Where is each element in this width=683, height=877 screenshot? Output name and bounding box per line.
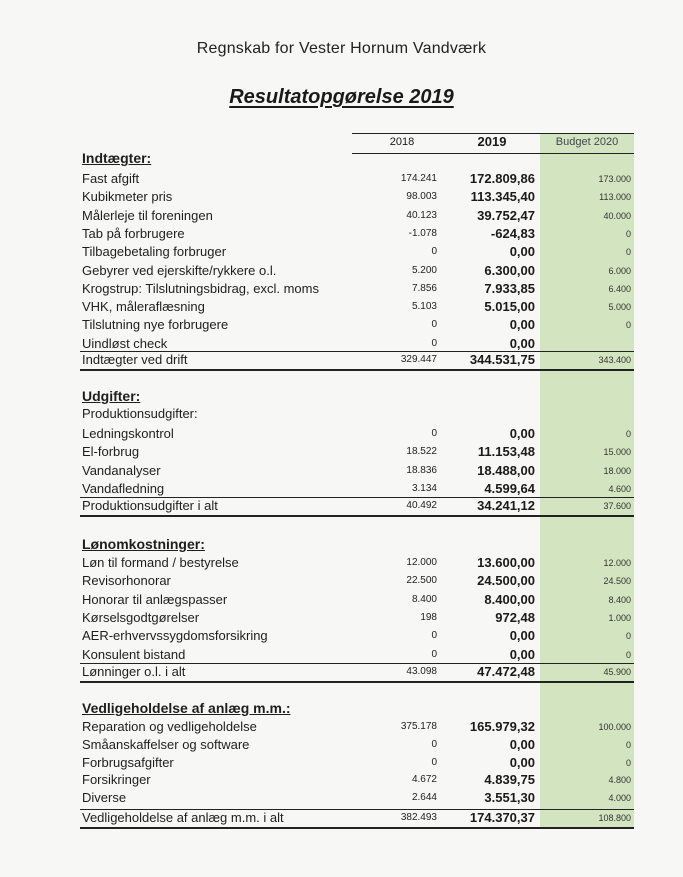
section-heading (0, 388, 683, 406)
value-budget-2020: 5.000 (608, 302, 631, 313)
row-label: Honorar til anlægspasser (82, 591, 228, 607)
row-label: Lønninger o.l. i alt (82, 664, 186, 679)
value-budget-2020: 0 (625, 228, 631, 239)
value-2018: 329.447 (400, 354, 437, 365)
value-2019: 165.979,32 (469, 719, 535, 734)
value-budget-2020: 4.600 (608, 483, 631, 494)
value-budget-2020: 0 (625, 757, 631, 768)
value-budget-2020: 40.000 (603, 210, 631, 221)
value-budget-2020: 1.000 (608, 612, 631, 623)
value-budget-2020: 15.000 (603, 447, 631, 458)
value-2019: 0,00 (509, 426, 535, 441)
row-label: Reparation og vedligeholdelse (82, 719, 257, 734)
table-row (0, 444, 683, 462)
value-2018: 375.178 (400, 721, 437, 732)
row-label: Fast afgift (82, 171, 140, 186)
value-2019: 6.300,00 (484, 262, 535, 278)
value-budget-2020: 37.600 (603, 501, 631, 511)
value-budget-2020: 0 (625, 649, 631, 660)
value-budget-2020: 8.400 (608, 594, 631, 605)
table-row (0, 189, 683, 207)
row-label: El-forbrug (82, 444, 140, 460)
value-2019: 7.933,85 (484, 280, 535, 296)
value-2019: 0,00 (509, 736, 535, 752)
value-2018: -1.078 (408, 227, 437, 239)
value-budget-2020: 4.800 (608, 775, 631, 786)
row-label: Kubikmeter pris (82, 189, 173, 205)
value-2018: 0 (431, 319, 437, 331)
row-label: Ledningskontrol (82, 426, 174, 441)
row-label: Småanskaffelser og software (82, 736, 250, 752)
row-label: Løn til formand / bestyrelse (82, 555, 239, 570)
table-row (0, 263, 683, 281)
table-row (0, 647, 683, 665)
value-2019: 5.015,00 (484, 299, 535, 315)
table-row (0, 299, 683, 317)
table-row (0, 573, 683, 591)
column-header-2018: 2018 (389, 136, 415, 148)
value-2018: 3.134 (411, 482, 437, 494)
total-bottom-rule (80, 681, 634, 683)
row-label: Kørselsgodtgørelser (82, 609, 200, 625)
value-2019: 34.241,12 (477, 498, 535, 513)
table-row (0, 317, 683, 335)
value-budget-2020: 108.800 (598, 813, 631, 823)
value-2019: 113.345,40 (470, 189, 535, 205)
table-row (0, 226, 683, 244)
value-2019: 344.531,75 (469, 352, 535, 367)
value-budget-2020: 0 (625, 631, 631, 642)
row-label: Tab på forbrugere (82, 225, 185, 241)
value-budget-2020: 6.000 (608, 265, 631, 276)
row-label: Diverse (82, 790, 127, 806)
row-label: Målerleje til foreningen (82, 207, 213, 223)
value-2018: 174.241 (400, 173, 437, 184)
row-label: Forsikringer (82, 772, 151, 788)
value-2018: 0 (431, 630, 437, 642)
table-row (0, 463, 683, 481)
table-row (0, 628, 683, 646)
row-label: Revisorhonorar (82, 573, 171, 589)
org-title: Regnskab for Vester Hornum Vandværk (196, 40, 487, 57)
value-2019: 0,00 (509, 244, 535, 260)
value-2018: 0 (431, 428, 437, 439)
value-2018: 5.103 (411, 301, 437, 313)
value-2018: 0 (431, 756, 437, 768)
row-label: Forbrugsafgifter (82, 754, 174, 770)
section-title: Lønomkostninger: (82, 536, 205, 552)
value-2019: 3.551,30 (484, 790, 535, 806)
total-row (0, 498, 683, 516)
section-title: Udgifter: (82, 388, 141, 404)
section-subtitle: Produktionsudgifter: (82, 406, 198, 421)
row-label: Tilslutning nye forbrugere (82, 317, 229, 333)
section-subheading (0, 406, 683, 424)
value-2019: 0,00 (509, 628, 535, 644)
row-label: Indtægter ved drift (82, 352, 188, 367)
total-bottom-rule (80, 827, 634, 829)
row-label: AER-erhvervssygdomsforsikring (82, 628, 268, 644)
value-2018: 0 (431, 337, 437, 349)
value-budget-2020: 0 (625, 247, 631, 258)
section-heading (0, 536, 683, 554)
value-budget-2020: 0 (625, 429, 631, 439)
value-2019: 18.488,00 (477, 462, 535, 478)
value-budget-2020: 113.000 (599, 192, 631, 203)
value-2019: 8.400,00 (484, 591, 535, 607)
value-budget-2020: 18.000 (603, 465, 631, 476)
value-2019: 4.599,64 (484, 480, 535, 496)
value-2018: 40.123 (406, 209, 437, 221)
value-2018: 98.003 (406, 191, 437, 203)
value-2018: 0 (431, 246, 437, 258)
value-budget-2020: 45.900 (603, 667, 631, 677)
value-budget-2020: 173.000 (598, 174, 631, 184)
row-label: Uindløst check (82, 335, 168, 351)
row-label: Konsulent bistand (82, 646, 186, 662)
value-2018: 18.522 (406, 446, 437, 458)
value-2018: 0 (431, 738, 437, 750)
value-2019: 24.500,00 (477, 573, 535, 589)
value-2019: 172.809,86 (469, 171, 535, 186)
value-budget-2020: 24.500 (603, 576, 631, 587)
table-row (0, 737, 683, 755)
value-budget-2020: 4.000 (608, 793, 631, 804)
value-budget-2020: 0 (625, 739, 631, 750)
value-budget-2020: 0 (625, 320, 631, 331)
value-2018: 0 (431, 648, 437, 660)
total-row (0, 810, 683, 828)
value-2019: 0,00 (509, 754, 535, 770)
total-row (0, 664, 683, 682)
total-bottom-rule (80, 515, 634, 517)
value-2018: 40.492 (406, 500, 437, 511)
value-2019: 4.839,75 (484, 772, 535, 788)
table-row (0, 719, 683, 737)
value-2019: 972,48 (495, 609, 535, 625)
value-2018: 382.493 (400, 812, 437, 823)
row-label: Krogstrup: Tilslutningsbidrag, excl. moms (82, 280, 319, 296)
value-2018: 43.098 (406, 666, 437, 677)
value-2018: 198 (420, 611, 437, 623)
value-2019: 174.370,37 (469, 810, 535, 825)
value-2019: 0,00 (509, 335, 535, 351)
section-heading (0, 700, 683, 718)
value-budget-2020: 343.400 (598, 355, 631, 365)
table-row (0, 592, 683, 610)
column-header-2019: 2019 (477, 134, 507, 149)
section-heading (0, 150, 683, 168)
table-row (0, 772, 683, 790)
table-row (0, 755, 683, 773)
column-header-budget: Budget 2020 (555, 136, 619, 148)
value-budget-2020: 12.000 (603, 558, 631, 568)
value-2018: 2.644 (411, 792, 437, 804)
value-2019: 13.600,00 (477, 555, 535, 570)
value-2018: 5.200 (411, 264, 437, 276)
value-2019: 11.153,48 (477, 444, 535, 460)
value-2019: 47.472,48 (477, 664, 535, 679)
row-label: Vandafledning (82, 480, 165, 496)
row-label: Gebyrer ved ejerskifte/rykkere o.l. (82, 262, 277, 278)
row-label: Vedligeholdelse af anlæg m.m. i alt (82, 810, 284, 825)
section-title: Indtægter: (82, 150, 152, 166)
section-title: Vedligeholdelse af anlæg m.m.: (82, 700, 291, 716)
value-2018: 8.400 (411, 593, 437, 605)
value-2018: 4.672 (411, 774, 437, 786)
table-row (0, 555, 683, 573)
value-budget-2020: 100.000 (598, 722, 631, 732)
report-title: Resultatopgørelse 2019 (229, 86, 454, 108)
table-row (0, 610, 683, 628)
value-2018: 7.856 (411, 282, 437, 294)
row-label: Vandanalyser (82, 462, 161, 478)
value-2019: 39.752,47 (477, 207, 535, 223)
value-2018: 22.500 (406, 575, 437, 587)
value-budget-2020: 6.400 (608, 283, 631, 294)
table-row (0, 171, 683, 189)
value-2019: 0,00 (509, 317, 535, 333)
table-row (0, 244, 683, 262)
table-row (0, 208, 683, 226)
value-2019: -624,83 (490, 225, 535, 241)
total-row (0, 352, 683, 370)
table-row (0, 790, 683, 808)
value-2018: 18.836 (406, 464, 437, 476)
row-label: Tilbagebetaling forbruger (82, 244, 227, 260)
table-row (0, 426, 683, 444)
value-2018: 12.000 (406, 557, 437, 568)
total-bottom-rule (80, 369, 634, 371)
value-2019: 0,00 (509, 646, 535, 662)
row-label: VHK, måleraflæsning (82, 299, 205, 315)
row-label: Produktionsudgifter i alt (82, 498, 218, 513)
table-row (0, 281, 683, 299)
